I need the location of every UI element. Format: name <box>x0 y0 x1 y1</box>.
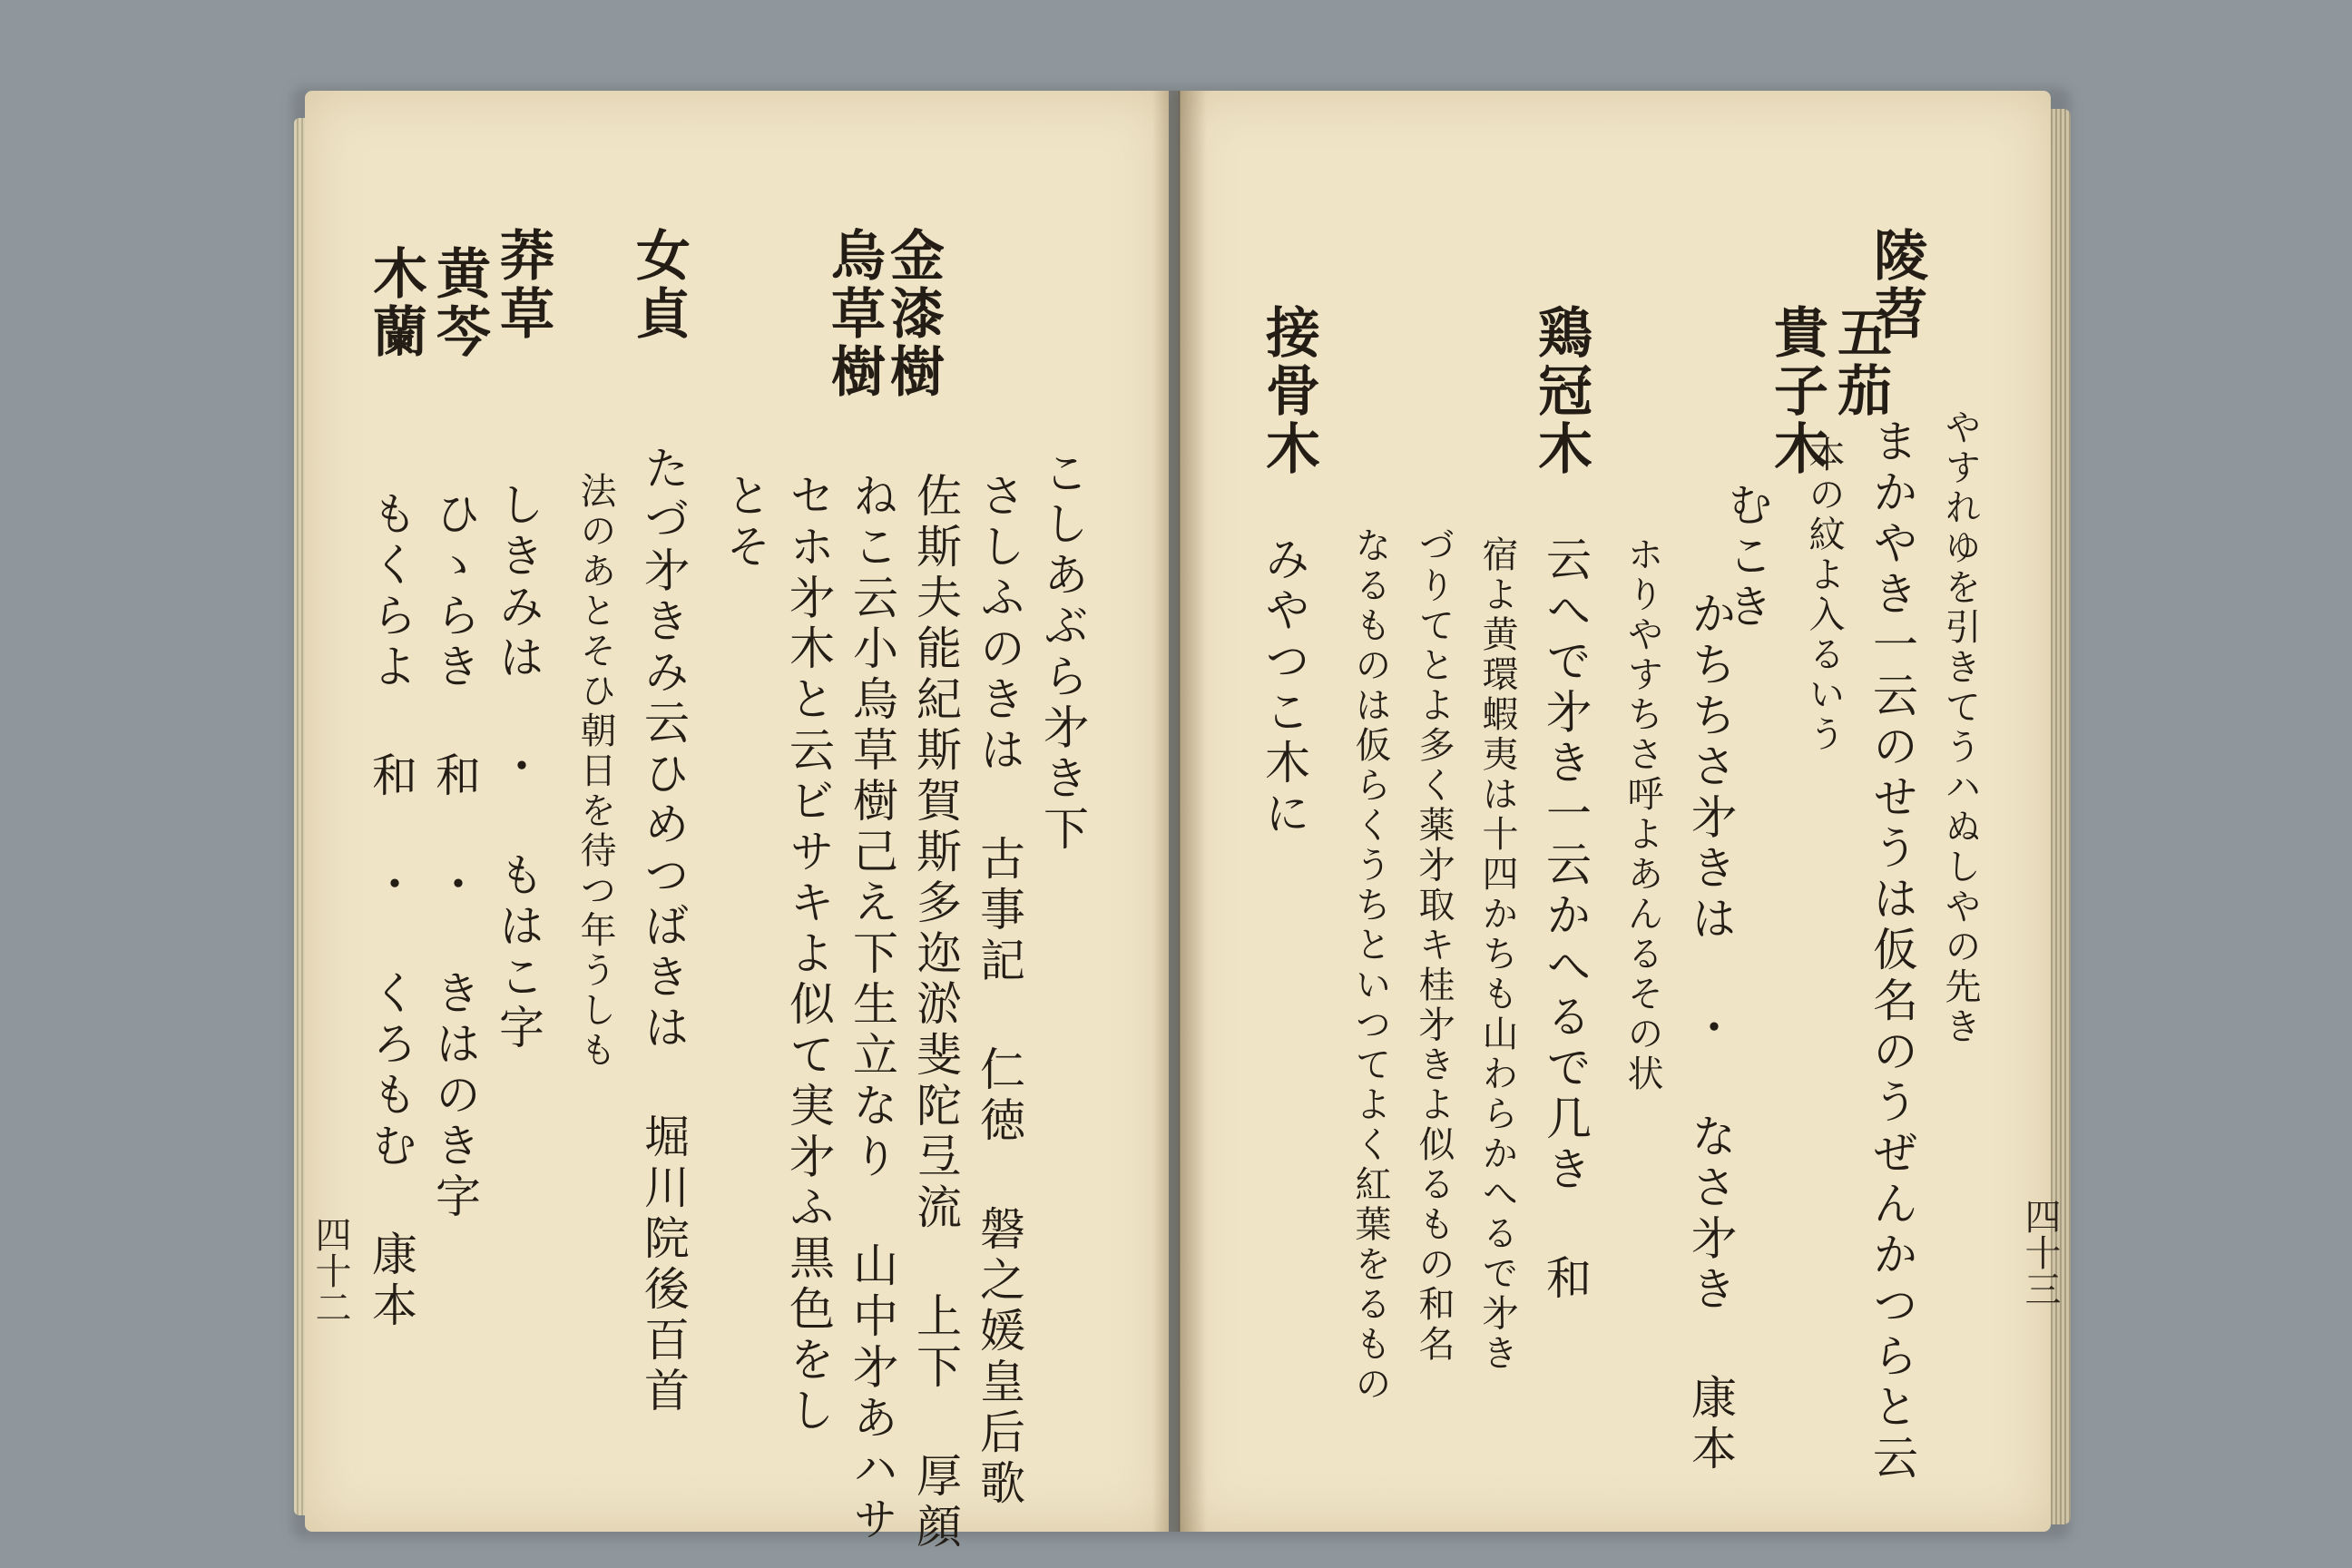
headword: 莽草 <box>491 227 554 343</box>
headword: 金漆樹 <box>881 227 945 401</box>
folio-number: 四十三 <box>2019 1198 2061 1307</box>
text-line: みやつこ木に <box>1258 535 1310 840</box>
left-page <box>305 91 1169 1553</box>
text-line: まかやき一云のせうは仮名のうぜんかつらと云 <box>1866 417 1918 1485</box>
text-line: ホりやすちさ呼よあんるその状 <box>1622 535 1663 1094</box>
headword: 鶏冠木 <box>1529 304 1592 478</box>
text-line: づりてとよ多く薬㐧取キ桂㐧きよ似るもの和名 <box>1413 526 1455 1365</box>
headword: 接骨木 <box>1257 304 1320 478</box>
text-line: むこき <box>1720 481 1773 633</box>
text-line: やすれゆを引きてうハぬしやの先き <box>1939 408 1981 1047</box>
text-line: 本の紋よ入るいう <box>1803 436 1845 755</box>
text-line: しきみは ・ もはこ字 <box>492 481 544 1054</box>
headword: 黄芩 <box>427 245 491 361</box>
text-line: 云へで㐧き一云かへるで几き 和 <box>1539 535 1592 1305</box>
headword: 陵苕 <box>1865 227 1928 343</box>
text-line: さしふのきは 古事記 仁徳 磐之媛皇后歌 <box>973 472 1025 1510</box>
book-gutter <box>1152 91 1207 1532</box>
folio-number: 四十二 <box>309 1216 351 1325</box>
right-page <box>1180 91 2061 1532</box>
headword: 木蘭 <box>364 245 427 361</box>
text-line: 宿よ黄環蝦夷は十四かちも山わらかへるで㐧き <box>1476 535 1518 1374</box>
text-line: なるものは仮らくうちといつてよく紅葉をるもの <box>1349 526 1391 1405</box>
text-line: 法のあとそひ朝日を待つ年うしも <box>574 472 616 1071</box>
text-line: こしあぶら㐧き下 <box>1036 449 1089 856</box>
headword: 五茄 <box>1828 304 1892 420</box>
text-line: ひゝらき 和 ・ きはのき字 <box>428 490 481 1223</box>
headword: 烏草樹 <box>822 227 886 401</box>
text-line: ねこ云小烏草樹己え下生立なり 山中㐧あハサ <box>846 472 898 1546</box>
text-line: たづ㐧きみ云ひめつばきは 堀川院後百首 <box>637 445 690 1417</box>
text-line: セホ㐧木と云ビサキよ似て実㐧ふ黒色をし <box>782 472 835 1437</box>
headword: 女貞 <box>627 227 691 343</box>
text-line: もくらよ 和 ・ くろもむ 康本 <box>365 490 417 1332</box>
text-line: かちちさ㐧きは ・ なさ㐧き 康本 <box>1684 590 1737 1475</box>
text-line: 佐斯夫能紀斯賀斯多迩淤斐陀弖流 上下 厚顔 <box>909 472 962 1553</box>
headword: 貴子木 <box>1765 304 1828 478</box>
text-line: とそ <box>719 472 771 573</box>
